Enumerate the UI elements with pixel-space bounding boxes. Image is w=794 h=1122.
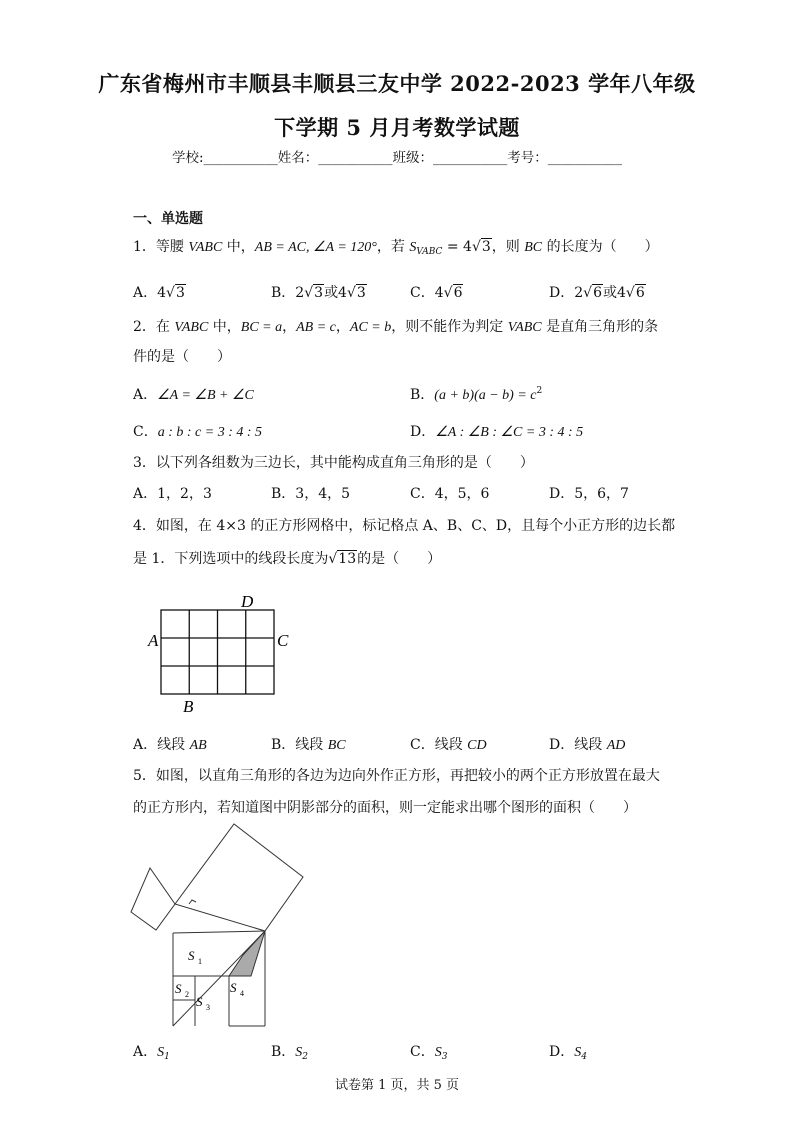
q2-option-b[interactable]: B．$(a + b)(a - b) = c^2$ — [410, 386, 543, 403]
section-heading: 一、单选题 — [133, 211, 203, 227]
q4-option-a[interactable]: A．线段 AB — [133, 737, 207, 753]
q1-option-b[interactable]: B．2√3或4√3 — [271, 285, 366, 301]
grid-lines — [161, 610, 274, 694]
question-4-line-1: 4．如图，在 4×3 的正方形网格中，标记格点 A、B、C、D，且每个小正方形的边长都 — [133, 518, 676, 534]
svg-text:3: 3 — [206, 1003, 210, 1012]
q3-option-b[interactable]: B．3，4，5 — [271, 486, 351, 502]
question-5-line-1: 5．如图，以直角三角形的各边为边向外作正方形，再把较小的两个正方形放置在最大 — [133, 768, 660, 784]
point-label-c: C — [277, 631, 289, 650]
label-s1: S — [188, 948, 195, 963]
q1-option-d[interactable]: D．2√6或4√6 — [549, 285, 645, 301]
question-1: 1．等腰 VABC 中，AB = AC, ∠A = 120°，若 $S_{VABC} = 4√3$，则 BC 的长度为（ ） — [133, 239, 659, 257]
right-angle-mark — [189, 900, 196, 904]
label-s2: S — [175, 981, 182, 996]
page-footer: 试卷第 1 页，共 5 页 — [334, 1078, 460, 1093]
question-4-line-2: 是 1．下列选项中的线段长度为√13的是（ ） — [133, 551, 442, 567]
q4-option-b[interactable]: B．线段 BC — [271, 737, 346, 753]
page-title-line-2: 下学期 5 月月考数学试题 — [274, 115, 520, 140]
point-label-a: A — [148, 631, 159, 650]
q3-option-a[interactable]: A．1，2，3 — [133, 486, 212, 502]
q2-option-c[interactable]: C．a : b : c = 3 : 4 : 5 — [133, 424, 263, 440]
shaded-region — [229, 931, 265, 976]
svg-text:4: 4 — [240, 989, 244, 998]
triangle-symbol: VABC — [188, 240, 223, 255]
q5-option-b[interactable]: B．$S_2$ — [271, 1044, 309, 1062]
label-s4: S — [230, 980, 237, 995]
q5-option-a[interactable]: A．$S_1$ — [133, 1044, 170, 1062]
square-large-leg — [175, 824, 303, 931]
q5-option-d[interactable]: D．$S_4$ — [549, 1044, 587, 1062]
pythagoras-figure — [125, 820, 315, 1028]
question-2-line-1: 2．在 VABC 中，BC = a，AB = c，AC = b，则不能作为判定 VABC 是直角三角形的条 — [133, 319, 659, 335]
q2-option-a[interactable]: A．∠A = ∠B + ∠C — [133, 387, 254, 403]
q5-option-c[interactable]: C．$S_3$ — [410, 1044, 448, 1062]
q1-option-c[interactable]: C．4√6 — [410, 285, 463, 301]
q1-option-a[interactable]: A．4√3 — [133, 285, 185, 301]
point-label-d: D — [241, 592, 254, 611]
label-s3: S — [196, 994, 203, 1009]
q2-option-d[interactable]: D．∠A : ∠B : ∠C = 3 : 4 : 5 — [410, 424, 584, 440]
q4-option-d[interactable]: D．线段 AD — [549, 737, 626, 753]
question-2-line-2: 件的是（ ） — [133, 349, 231, 365]
page-title-line-1: 广东省梅州市丰顺县丰顺县三友中学 2022-2023 学年八年级 — [98, 71, 696, 96]
square-small-leg — [131, 868, 175, 930]
svg-text:1: 1 — [198, 957, 202, 966]
q4-option-c[interactable]: C．线段 CD — [410, 737, 487, 753]
q3-option-d[interactable]: D．5，6，7 — [549, 486, 629, 502]
student-info-line: 学校:___________姓名：___________班级：___________考号：___________ — [171, 150, 623, 166]
svg-text:2: 2 — [185, 990, 189, 999]
grid-figure — [140, 590, 300, 720]
point-label-b: B — [183, 697, 194, 716]
q3-option-c[interactable]: C．4，5，6 — [410, 486, 490, 502]
question-5-line-2: 的正方形内，若知道图中阴影部分的面积，则一定能求出哪个图形的面积（ ） — [133, 800, 637, 816]
question-3: 3．以下列各组数为三边长，其中能构成直角三角形的是（ ） — [133, 455, 534, 471]
